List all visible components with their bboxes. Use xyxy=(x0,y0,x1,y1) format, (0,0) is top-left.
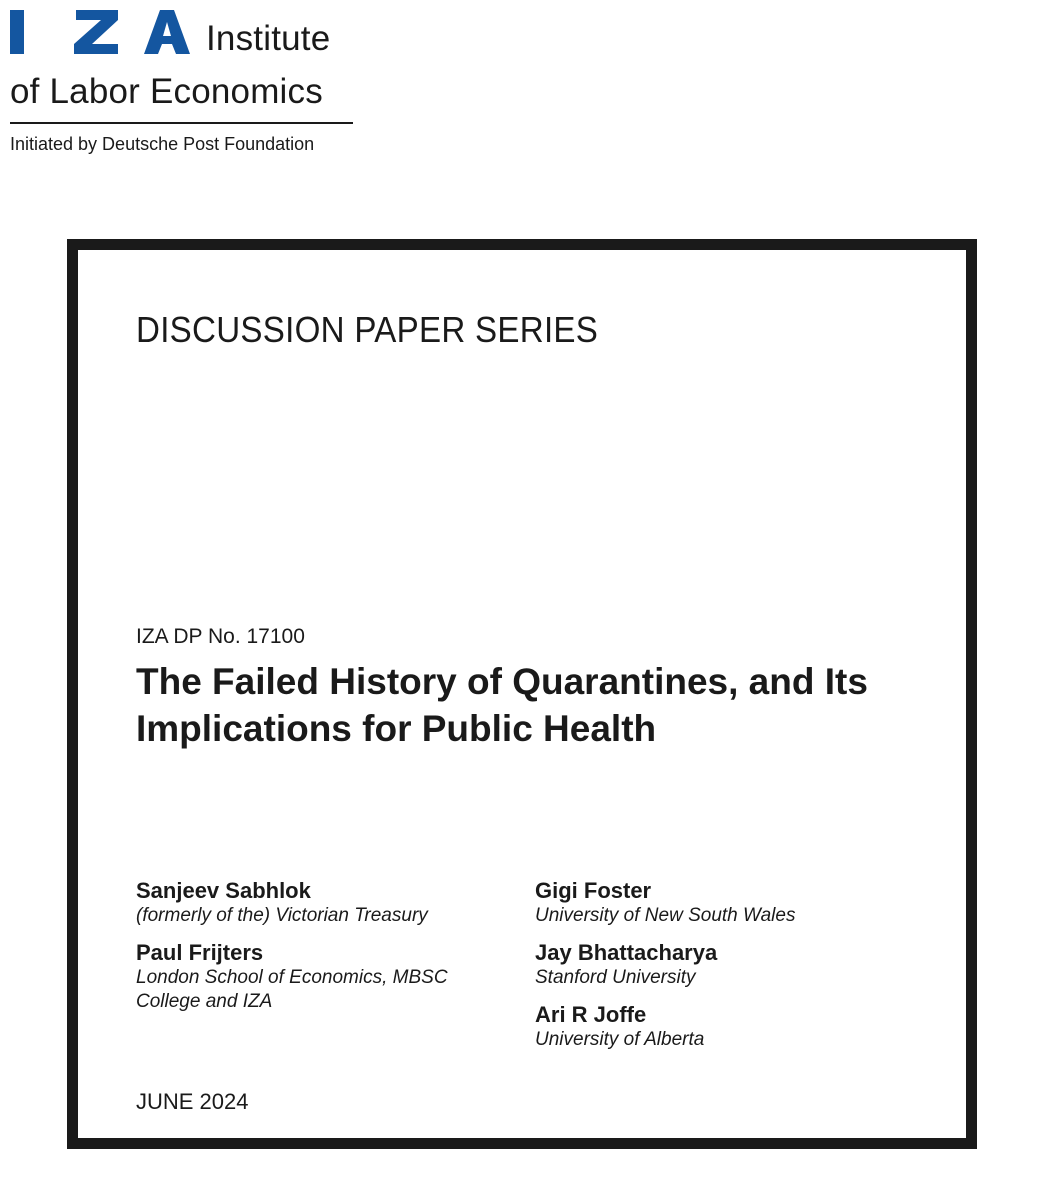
author-affiliation: (formerly of the) Victorian Treasury xyxy=(136,905,428,926)
iza-letters-logo xyxy=(10,6,190,58)
author-name: Paul Frijters xyxy=(136,940,264,965)
authors-left-column xyxy=(136,877,496,1025)
author-affiliation: Stanford University xyxy=(535,967,696,988)
author-affiliation: London School of Economics, MBSC College and IZA xyxy=(136,967,448,1012)
iza-letters-mark xyxy=(10,6,190,58)
logo-institute-text: Institute xyxy=(206,19,331,58)
author-entry xyxy=(535,939,895,990)
authors-right-column xyxy=(535,877,895,1063)
author-entry xyxy=(535,1001,895,1052)
dp-number: IZA DP No. 17100 xyxy=(136,625,305,648)
authors-section xyxy=(136,877,926,1067)
author-entry xyxy=(136,939,496,1014)
author-affiliation: University of New South Wales xyxy=(535,905,796,926)
author-name: Jay Bhattacharya xyxy=(535,940,718,965)
author-name: Gigi Foster xyxy=(535,878,652,903)
logo-labor-economics-text: of Labor Economics xyxy=(10,72,323,111)
series-label: DISCUSSION PAPER SERIES xyxy=(136,309,599,350)
author-name: Ari R Joffe xyxy=(535,1002,647,1027)
author-entry xyxy=(136,877,496,928)
iza-logo xyxy=(10,6,353,156)
publication-date: JUNE 2024 xyxy=(136,1089,249,1114)
author-affiliation: University of Alberta xyxy=(535,1029,705,1050)
author-name: Sanjeev Sabhlok xyxy=(136,878,311,903)
logo-divider xyxy=(10,122,353,124)
logo-tagline: Initiated by Deutsche Post Foundation xyxy=(10,134,315,154)
cover-frame xyxy=(67,239,977,1149)
paper-title: The Failed History of Quarantines, and Its Implications for Public Health xyxy=(136,661,868,749)
author-entry xyxy=(535,877,895,928)
